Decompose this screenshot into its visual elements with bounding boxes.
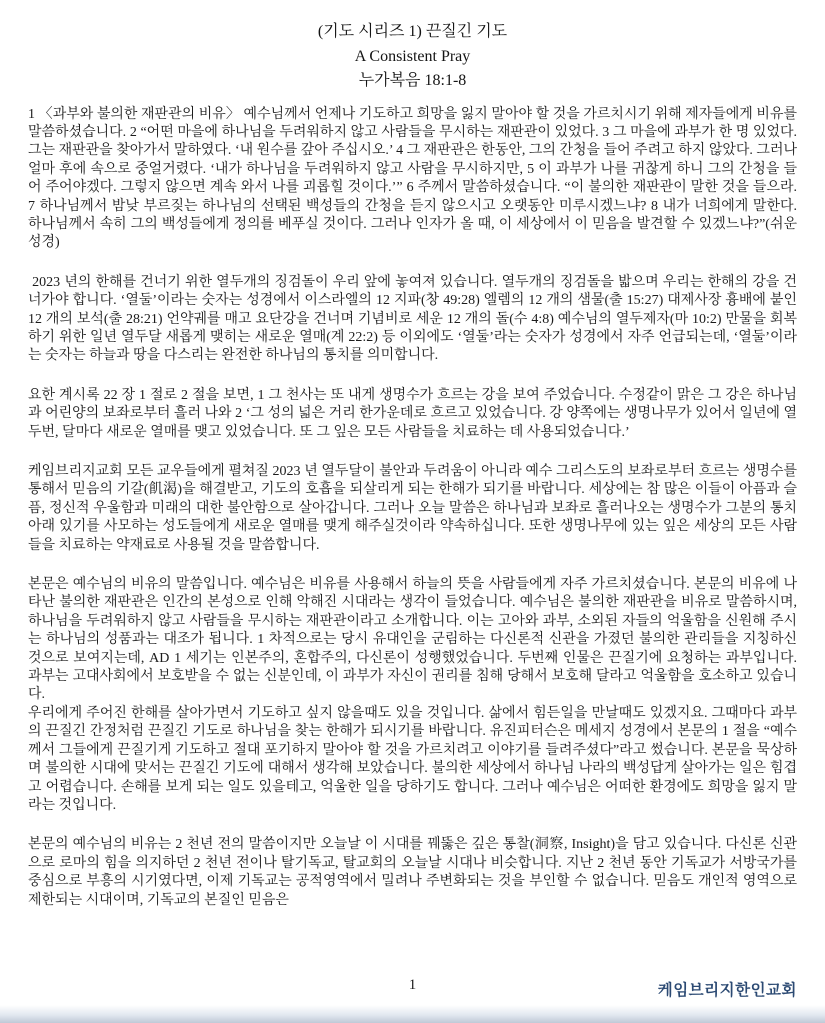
document-body	[28, 106, 801, 910]
persistent-prayer-paragraph: 우리에게 주어진 한해를 살아가면서 기도하고 싶지 않을때도 있을 것입니다. 삶에서 힘든일을 만날때도 있겠지요. 그때마다 과부의 끈질긴 간정처럼 끈질긴 기도로 하나님을 찾는 한해가 되시기를 바랍니다. 유진피터슨은 메세지 성경에서 본문의 1 절을 “예수께서 그들에게 끈질기게 기도하고 절대 포기하지 말아야 할 것을 가르치려고 이야기를 들려주셨다”라고 썼습니다. 본문을 묵상하며 불의한 시대에 맞서는 끈질긴 기도에 대해서 생각해 보았습니다. 불의한 세상에서 하나님 나라의 백성답게 살아가는 일은 힘겹고 어렵습니다. 손해를 보게 되는 일도 있을테고, 억울한 일을 당하기도 합니다. 그러나 예수님은 어떠한 환경에도 희망을 잃지 말라는 것입니다.	[28, 705, 797, 813]
page-number: 1	[408, 977, 417, 993]
church-name: 케임브리지한인교회	[657, 982, 797, 999]
title-english: A Consistent Pray	[354, 47, 471, 65]
title-series: (기도 시리즈 1) 끈질긴 기도	[317, 23, 508, 40]
stepping-stones-paragraph: 2023 년의 한해를 건너기 위한 열두개의 징검돌이 우리 앞에 놓여져 있습니다. 열두개의 징검돌을 밟으며 우리는 한해의 강을 건너가야 합니다. ‘열둘’이라는 숫자는 성경에서 이스라엘의 12 지파(창 49:28) 엘렘의 12 개의 샘물(출 15:27) 대제사장 흉배에 붙인 12 개의 보석(출 28:21) 언약궤를 매고 요단강을 건너며 기념비로 세운 12 개의 돌(수 4:8) 예수님의 열두제자(마 10:2) 만물을 회복하기 위한 일년 열두달 새롭게 맺히는 새로운 열매(계 22:2) 등 이외에도 ‘열둘’라는 숫자가 성경에서 자주 언급되는데, ‘열둘’이라는 숫자는 하늘과 땅을 다스리는 완전한 하나님의 통치를 의미합니다.	[28, 274, 801, 364]
revelation-quote-paragraph: 요한 계시록 22 장 1 절로 2 절을 보면, 1 그 천사는 또 내게 생명수가 흐르는 강을 보여 주었습니다. 수정같이 맑은 그 강은 하나님과 어린양의 보좌로부터 흘러 나와 2 ‘그 성의 넓은 거리 한가운데로 흐르고 있었습니다. 강 양쪽에는 생명나무가 있어서 일년에 열두번, 달마다 새로운 열매를 맺고 있었습니다. 또 그 잎은 모든 사람들을 치료하는 데 사용되었습니다.’	[28, 387, 797, 440]
parable-exposition-paragraph: 본문은 예수님의 비유의 말씀입니다. 예수님은 비유를 사용해서 하늘의 뜻을 사람들에게 자주 가르치셨습니다. 본문의 비유에 나타난 불의한 재판관은 인간의 본성으로 인해 악해진 시대라는 생각이 들었습니다. 예수님은 불의한 재판관을 비유로 말씀하시며, 하나님을 두려워하지 않고 사람들을 무시하는 재판관이라고 소개합니다. 이는 고아와 과부, 소외된 자들의 억울함을 신원해 주시는 하나님의 성품과는 대조가 됩니다. 1 차적으로는 당시 유대인을 군림하는 다신론적 신관을 가졌던 불의한 관리들을 지칭하신 것으로 보여지는데, AD 1 세기는 인본주의, 혼합주의, 다신론이 성행했었습니다. 두번째 인물은 끈질기에 요청하는 과부입니다. 과부는 고대사회에서 보호받을 수 없는 신분인데, 이 과부가 자신이 권리를 침해 당해서 보호해 달라고 억울함을 호소하고 있습니다.	[28, 577, 801, 703]
scripture-passage-paragraph: 1 〈과부와 불의한 재판관의 비유〉 예수님께서 언제나 기도하고 희망을 잃지 말아야 할 것을 가르치시기 위해 제자들에게 비유를 말씀하셨습니다. 2 “어떤 마을에 하나님을 두려워하지 않고 사람들을 무시하는 재판관이 있었다. 3 그 마을에 과부가 한 명 있었다. 그는 재판관을 찾아가서 말하였다. ‘내 원수를 갚아 주십시오.’ 4 그 재판관은 한동안, 그의 간청을 들어 주려고 하지 않았다. 그러나 얼마 후에 속으로 중얼거렸다. ‘내가 하나님을 두려워하지 않고 사람을 무시하지만, 5 이 과부가 나를 귀찮게 하니 그의 간청을 들어 주어야겠다. 그렇지 않으면 계속 와서 나를 괴롭힐 것이다.’” 6 주께서 말씀하셨습니다. “이 불의한 재판관이 말한 것을 들으라. 7 하나님께서 밤낮 부르짖는 하나님의 선택된 백성들의 간청을 듣지 않으시고 오랫동안 미루시겠느냐? 8 내가 너희에게 말한다. 하나님께서 속히 그의 백성들에게 정의를 베푸실 것이다. 그러나 인자가 올 때, 이 세상에서 이 믿음을 발견할 수 있겠느냐?”(쉬운성경)	[28, 106, 801, 251]
insight-paragraph: 본문의 예수님의 비유는 2 천년 전의 말씀이지만 오늘날 이 시대를 꿰뚫은 깊은 통찰(洞察, Insight)을 담고 있습니다. 다신론 신관으로 로마의 힘을 의지하던 2 천년 전이나 탈기독교, 탈교회의 오늘날 시대나 비슷합니다. 지난 2 천년 동안 기독교가 서방국가를 중심으로 부흥의 시기였다면, 이제 기독교는 공적영역에서 밀려나 주변화되는 것을 부인할 수 없습니다. 믿음도 개인적 영역으로 제한되는 시대이며, 기독교의 본질인 믿음은	[28, 837, 801, 908]
document-title	[0, 0, 825, 94]
church-newyear-paragraph: 케임브리지교회 모든 교우들에게 펼쳐질 2023 년 열두달이 불안과 두려움이 아니라 예수 그리스도의 보좌로부터 흐르는 생명수를 통해서 믿음의 기갈(飢渴)을 해결받고, 기도의 호흡을 되살리게 되는 한해가 되기를 바랍니다. 세상에는 참 많은 이들이 아픔과 슬픔, 정신적 우울함과 미래의 대한 불안함으로 살아갑니다. 그러나 오늘 말씀은 하나님과 보좌로 흘러나오는 생명수가 그분의 통치아래 있기를 사모하는 성도들에게 새로운 열매를 맺게 해주실것이라 약속하십니다. 또한 생명나무에 있는 잎은 세상의 모든 사람들을 치료하는 약재료로 사용될 것을 말씀합니다.	[28, 464, 801, 553]
document-footer	[28, 977, 797, 997]
title-scripture-reference: 누가복음 18:1-8	[358, 72, 467, 89]
